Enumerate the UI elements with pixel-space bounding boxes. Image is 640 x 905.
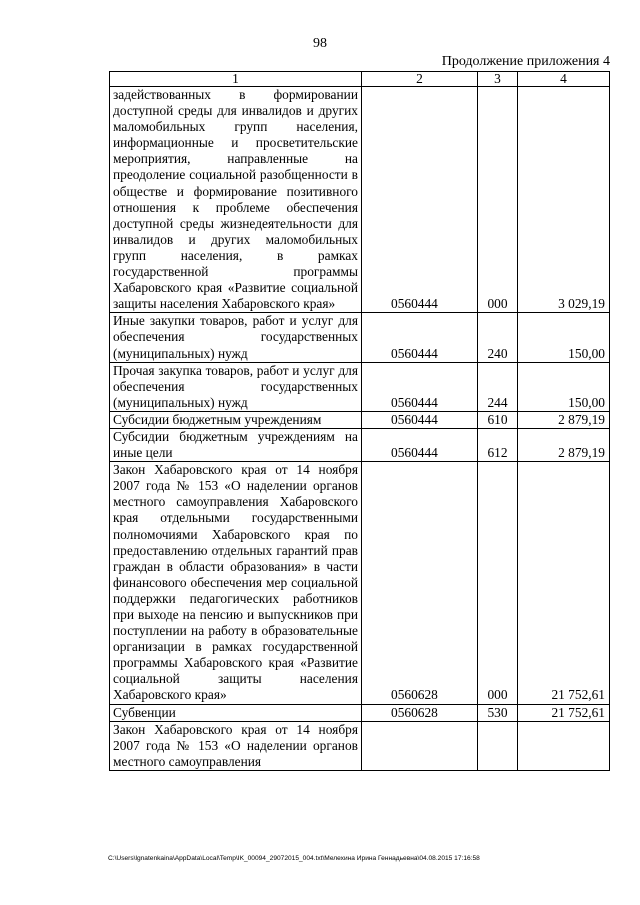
expense-type-cell: 000 xyxy=(478,462,518,704)
target-article-code-cell: 0560444 xyxy=(362,411,478,428)
table-header-row xyxy=(110,72,610,87)
page-number: 98 xyxy=(313,36,327,51)
row-name-cell: задействованных в формировании доступной среды для инвалидов и других маломобильных групп населения, информационные и просветительские мероприятия, направленные на преодоление социальной разобщенности в обществе и формирование позитивного отношения к проблеме обеспечения доступной среды жизнедеятельности для инвалидов и других маломобильных групп населения, в рамках государственной программы Хабаровского края «Развитие социальной защиты населения Хабаровского края» xyxy=(110,87,362,313)
amount-cell xyxy=(518,721,610,770)
table-row xyxy=(110,87,610,313)
column-header: 2 xyxy=(362,72,478,87)
expense-type-cell: 610 xyxy=(478,411,518,428)
table-row xyxy=(110,428,610,461)
expense-type-cell: 000 xyxy=(478,87,518,313)
amount-cell: 21 752,61 xyxy=(518,704,610,721)
target-article-code-cell: 0560628 xyxy=(362,462,478,704)
file-path-footer: C:\Users\lgnatenkaina\AppData\Local\Temp\IK_00094_29072015_004.txt\Мелехина Ирина Геннадьевна\04.08.2015 17:16:58 xyxy=(108,855,480,862)
target-article-code-cell: 0560444 xyxy=(362,313,478,362)
row-name-cell: Прочая закупка товаров, работ и услуг для обеспечения государственных (муниципальных) нужд xyxy=(110,362,362,411)
amount-cell: 2 879,19 xyxy=(518,428,610,461)
target-article-code-cell xyxy=(362,721,478,770)
table-row xyxy=(110,462,610,704)
expense-type-cell xyxy=(478,721,518,770)
amount-cell: 3 029,19 xyxy=(518,87,610,313)
table-row xyxy=(110,411,610,428)
column-header: 4 xyxy=(518,72,610,87)
row-name-cell: Субсидии бюджетным учреждениям xyxy=(110,411,362,428)
amount-cell: 21 752,61 xyxy=(518,462,610,704)
amount-cell: 150,00 xyxy=(518,362,610,411)
target-article-code-cell: 0560628 xyxy=(362,704,478,721)
target-article-code-cell: 0560444 xyxy=(362,362,478,411)
appendix-continuation-label: Продолжение приложения 4 xyxy=(441,54,610,69)
table-row xyxy=(110,721,610,770)
row-name-cell: Закон Хабаровского края от 14 ноября 2007 года № 153 «О наделении органов местного самоуправления Хабаровского края отдельными государственными полномочиями Хабаровского края по предоставлению отдельных гарантий прав граждан в области образования» в части финансового обеспечения мер социальной поддержки педагогических работников при выходе на пенсию и выпускников при поступлении на работу в образовательные организации в рамках государственной программы Хабаровского края «Развитие социальной защиты населения Хабаровского края» xyxy=(110,462,362,704)
expense-type-cell: 244 xyxy=(478,362,518,411)
amount-cell: 2 879,19 xyxy=(518,411,610,428)
expense-type-cell: 530 xyxy=(478,704,518,721)
row-name-cell: Закон Хабаровского края от 14 ноября 2007 года № 153 «О наделении органов местного самоуправления xyxy=(110,721,362,770)
expense-type-cell: 612 xyxy=(478,428,518,461)
row-name-cell: Субвенции xyxy=(110,704,362,721)
column-header: 1 xyxy=(110,72,362,87)
target-article-code-cell: 0560444 xyxy=(362,87,478,313)
table-row xyxy=(110,704,610,721)
table-row xyxy=(110,362,610,411)
budget-table xyxy=(109,71,610,771)
row-name-cell: Иные закупки товаров, работ и услуг для обеспечения государственных (муниципальных) нужд xyxy=(110,313,362,362)
column-header: 3 xyxy=(478,72,518,87)
target-article-code-cell: 0560444 xyxy=(362,428,478,461)
expense-type-cell: 240 xyxy=(478,313,518,362)
amount-cell: 150,00 xyxy=(518,313,610,362)
row-name-cell: Субсидии бюджетным учреждениям на иные цели xyxy=(110,428,362,461)
table-row xyxy=(110,313,610,362)
